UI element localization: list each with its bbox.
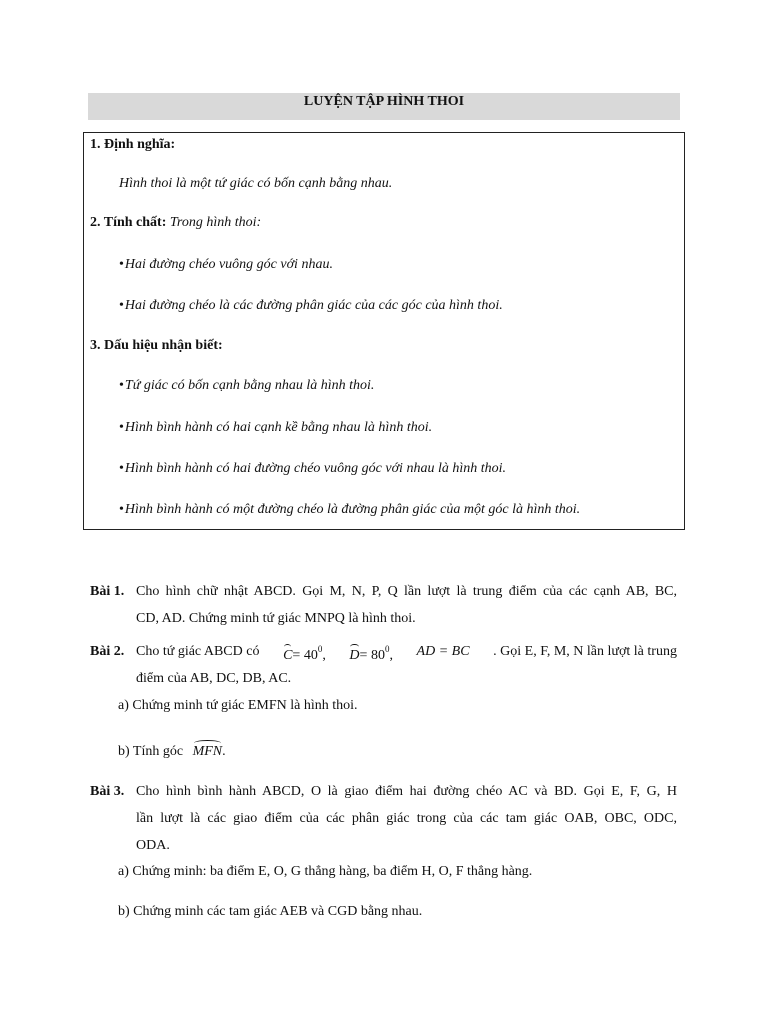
degree-mark: 0 bbox=[317, 644, 323, 654]
sign-text: Tứ giác có bốn cạnh bằng nhau là hình thoi. bbox=[124, 378, 375, 393]
exercise-3-line-1: Cho hình bình hành ABCD, O là giao điểm hai đường chéo AC và BD. Gọi E, F, G, H bbox=[136, 784, 677, 799]
property-item bbox=[119, 257, 333, 273]
angle-d: D bbox=[349, 648, 360, 663]
properties-intro: Trong hình thoi: bbox=[169, 215, 262, 230]
exercise-1-label: Bài 1. bbox=[90, 584, 125, 599]
degree-mark: 0 bbox=[384, 644, 390, 654]
page-title-text: LUYỆN TẬP HÌNH THOI bbox=[303, 94, 465, 109]
angle-d-expression bbox=[349, 644, 393, 664]
definition-text: Hình thoi là một tứ giác có bốn cạnh bằng nhau. bbox=[119, 176, 393, 191]
exercise-1-line-1: Cho hình chữ nhật ABCD. Gọi M, N, P, Q lần lượt là trung điểm của các cạnh AB, BC, bbox=[136, 584, 677, 599]
bullet-icon: • bbox=[119, 298, 124, 313]
bullet-icon: • bbox=[119, 420, 124, 435]
properties-heading: 2. Tính chất: bbox=[90, 215, 167, 230]
exercise-2-line-1 bbox=[136, 644, 677, 664]
equation-ad-bc: AD = BC bbox=[416, 644, 470, 659]
angle-c-expression bbox=[283, 644, 326, 664]
bullet-icon: • bbox=[119, 502, 124, 517]
exercise-3-part-b: b) Chứng minh các tam giác AEB và CGD bằng nhau. bbox=[118, 904, 423, 919]
exercise-2-label: Bài 2. bbox=[90, 644, 125, 659]
angle-c: C bbox=[283, 648, 293, 663]
exercise-3-label: Bài 3. bbox=[90, 784, 125, 799]
exercise-1-line-2: CD, AD. Chứng minh tứ giác MNPQ là hình thoi. bbox=[136, 611, 416, 626]
separator: , bbox=[389, 648, 393, 663]
definition-heading: 1. Định nghĩa: bbox=[90, 137, 176, 152]
property-item bbox=[119, 298, 503, 314]
sign-item bbox=[119, 420, 432, 436]
sign-text: Hình bình hành có một đường chéo là đường phân giác của một góc là hình thoi. bbox=[124, 502, 581, 517]
exercise-3-line-2: lần lượt là các giao điểm của các phân giác trong của các tam giác OAB, OBC, ODC, bbox=[136, 811, 677, 826]
theory-box bbox=[83, 132, 685, 530]
exercise-3-part-a: a) Chứng minh: ba điểm E, O, G thẳng hàng, ba điểm H, O, F thẳng hàng. bbox=[118, 864, 533, 879]
properties-line bbox=[90, 215, 261, 231]
angle-mfn: MFN bbox=[192, 744, 223, 759]
sign-item bbox=[119, 502, 580, 518]
bullet-icon: • bbox=[119, 461, 124, 476]
signs-heading: 3. Dấu hiệu nhận biết: bbox=[90, 338, 223, 353]
bullet-icon: • bbox=[119, 378, 124, 393]
sign-text: Hình bình hành có hai cạnh kề bằng nhau là hình thoi. bbox=[124, 420, 433, 435]
exercise-2-rest: . Gọi E, F, M, N lần lượt là trung bbox=[493, 644, 677, 659]
angle-d-value: = 80 bbox=[359, 648, 385, 663]
property-text: Hai đường chéo là các đường phân giác của các góc của hình thoi. bbox=[124, 298, 503, 313]
bullet-icon: • bbox=[119, 257, 124, 272]
page-title bbox=[88, 93, 680, 120]
angle-c-value: = 40 bbox=[292, 648, 318, 663]
part-b-suffix: . bbox=[222, 744, 226, 759]
sign-text: Hình bình hành có hai đường chéo vuông góc với nhau là hình thoi. bbox=[124, 461, 506, 476]
part-b-prefix: b) Tính góc bbox=[118, 744, 184, 759]
sign-item bbox=[119, 461, 506, 477]
sign-item bbox=[119, 378, 374, 394]
exercise-2-part-b bbox=[118, 744, 226, 760]
exercise-3-line-3: ODA. bbox=[136, 838, 170, 853]
exercise-2-intro: Cho tứ giác ABCD có bbox=[136, 644, 260, 659]
separator: , bbox=[322, 648, 326, 663]
exercise-2-line-2: điểm của AB, DC, DB, AC. bbox=[136, 671, 292, 686]
property-text: Hai đường chéo vuông góc với nhau. bbox=[124, 257, 333, 272]
exercise-2-part-a: a) Chứng minh tứ giác EMFN là hình thoi. bbox=[118, 698, 358, 713]
